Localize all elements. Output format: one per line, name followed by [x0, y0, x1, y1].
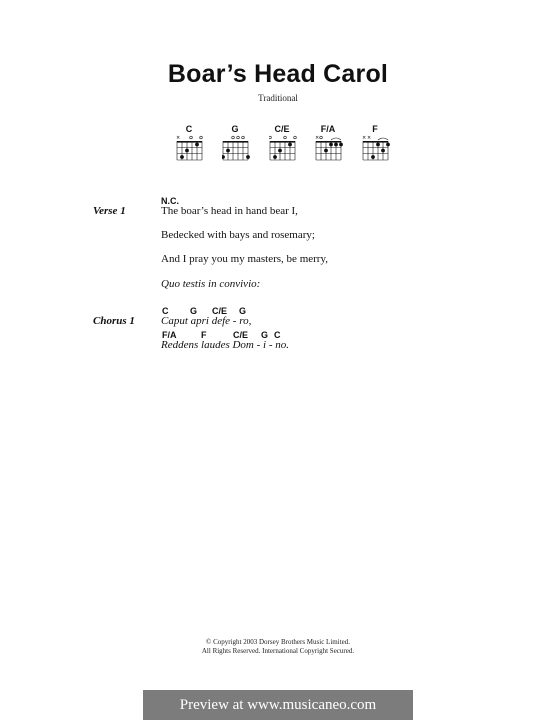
lyric-line: Bedecked with bays and rosemary; [161, 229, 315, 241]
chord-symbol: F/A [162, 330, 177, 340]
chorus-label: Chorus 1 [93, 315, 135, 327]
chord-diagram-c [176, 124, 202, 164]
svg-text:×: × [176, 135, 181, 141]
chord-symbol: C [274, 330, 281, 340]
chord-name: C/E [274, 124, 290, 134]
chord-diagrams [172, 124, 392, 164]
fretboard-icon [222, 135, 250, 165]
chord-name: C [185, 124, 193, 134]
rights-line: All Rights Reserved. International Copyright Secured. [201, 647, 355, 655]
lyric-line: Caput apri defe - ro, [161, 315, 252, 327]
song-title: Boar’s Head Carol [167, 60, 389, 88]
lyric-line: The boar’s head in hand bear I, [161, 205, 298, 217]
chord-name: F [372, 124, 378, 134]
chord-symbol: C/E [233, 330, 249, 340]
svg-text:×: × [367, 135, 372, 141]
chord-symbol: G [239, 306, 247, 316]
lyric-line: Reddens laudes Dom - i - no. [161, 339, 290, 351]
chord-symbol: F [201, 330, 207, 340]
chord-symbol: G [261, 330, 269, 340]
chord-symbol: G [190, 306, 198, 316]
fretboard-icon [315, 135, 343, 165]
fretboard-icon [176, 135, 204, 165]
chord-name: G [231, 124, 239, 134]
fretboard-icon [269, 135, 297, 165]
song-composer: Traditional [258, 93, 298, 103]
chord-name: F/A [320, 124, 336, 134]
svg-text:×: × [315, 135, 320, 141]
svg-text:×: × [362, 135, 367, 141]
fretboard-icon [362, 135, 390, 165]
preview-watermark[interactable]: Preview at www.musicaneo.com [143, 690, 413, 720]
verse-label: Verse 1 [93, 205, 126, 217]
chord-diagram-g [222, 124, 248, 164]
chord-symbol: C [162, 306, 169, 316]
lyric-line: And I pray you my masters, be merry, [161, 253, 328, 265]
chord-symbol: C/E [212, 306, 228, 316]
chord-diagram-f-a [315, 124, 341, 164]
chord-diagram-c-e [269, 124, 295, 164]
copyright-line: © Copyright 2003 Dorsey Brothers Music Limited. [206, 638, 350, 646]
nc-label: N.C. [161, 196, 179, 206]
copyright-notice [0, 638, 556, 656]
chord-diagram-f [362, 124, 388, 164]
lyric-line: Quo testis in convivio: [161, 278, 261, 290]
